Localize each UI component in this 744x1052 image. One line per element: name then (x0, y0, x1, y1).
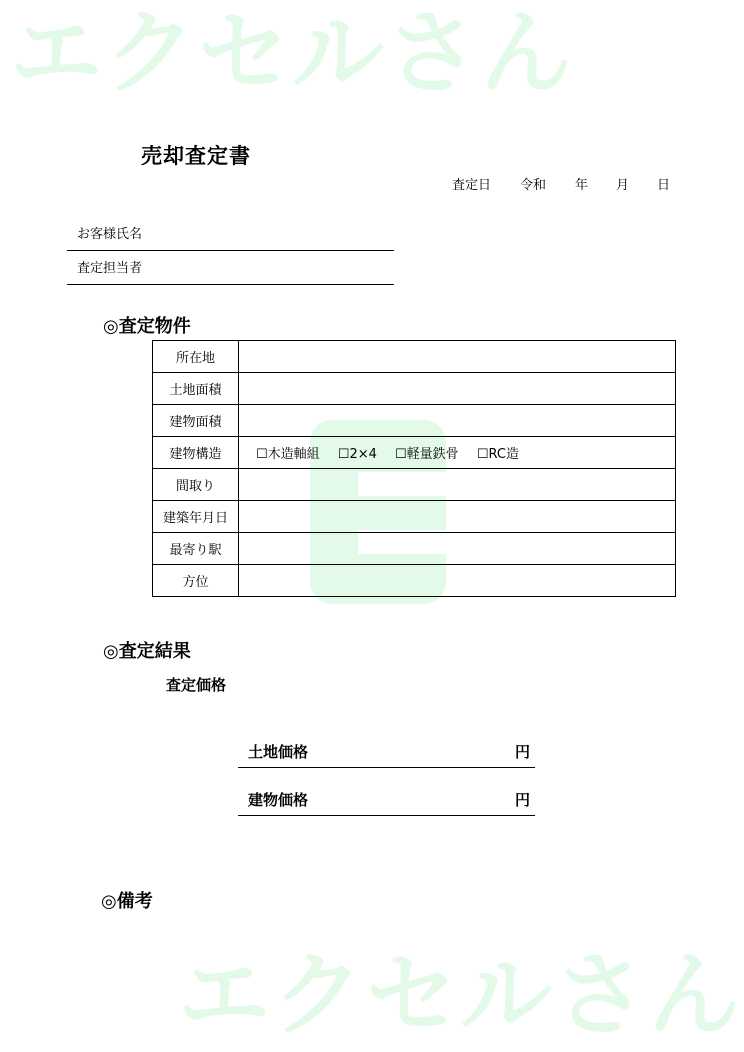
build-date-value[interactable] (239, 501, 676, 533)
notes-section-heading: ◎備考 (101, 891, 153, 912)
orientation-label: 方位 (153, 565, 239, 597)
appraisal-date-row (452, 174, 677, 193)
floor-plan-label: 間取り (153, 469, 239, 501)
orientation-value[interactable] (239, 565, 676, 597)
table-row (153, 373, 676, 405)
date-day: 日 (657, 178, 671, 193)
appraisal-price-heading: 査定価格 (166, 676, 227, 694)
table-row (153, 341, 676, 373)
result-section-heading: ◎査定結果 (103, 641, 191, 662)
build-date-label: 建築年月日 (153, 501, 239, 533)
building-structure-options (239, 437, 676, 469)
structure-option-light-steel-checkbox[interactable]: ☐軽量鉄骨 (395, 447, 459, 462)
date-year: 年 (575, 178, 589, 193)
address-value[interactable] (239, 341, 676, 373)
date-label: 査定日 (452, 178, 492, 193)
customer-name-field[interactable] (67, 218, 394, 251)
structure-option-wood-checkbox[interactable]: ☐木造軸組 (256, 447, 320, 462)
building-price-unit: 円 (514, 791, 530, 809)
date-era: 令和 (520, 178, 547, 193)
page-title: 売却査定書 (141, 144, 251, 168)
appraiser-name-field[interactable] (67, 252, 394, 285)
floor-plan-value[interactable] (239, 469, 676, 501)
property-section-heading: ◎査定物件 (103, 316, 191, 337)
building-price-label: 建物価格 (248, 791, 309, 809)
table-row (153, 469, 676, 501)
table-row (153, 405, 676, 437)
land-price-unit: 円 (514, 743, 530, 761)
land-area-value[interactable] (239, 373, 676, 405)
table-row (153, 533, 676, 565)
structure-option-2x4-checkbox[interactable]: ☐2×4 (337, 447, 377, 462)
land-price-label: 土地価格 (248, 743, 309, 761)
building-area-value[interactable] (239, 405, 676, 437)
nearest-station-value[interactable] (239, 533, 676, 565)
address-label: 所在地 (153, 341, 239, 373)
property-table (152, 340, 676, 597)
watermark-text-bottom: エクセルさん (178, 942, 743, 1049)
nearest-station-label: 最寄り駅 (153, 533, 239, 565)
building-price-field[interactable] (238, 786, 535, 816)
customer-name-label: お客様氏名 (77, 227, 143, 242)
land-area-label: 土地面積 (153, 373, 239, 405)
date-month: 月 (616, 178, 630, 193)
building-structure-label: 建物構造 (153, 437, 239, 469)
building-area-label: 建物面積 (153, 405, 239, 437)
table-row (153, 501, 676, 533)
table-row (153, 437, 676, 469)
watermark-text-top: エクセルさん (10, 0, 575, 107)
appraiser-name-label: 査定担当者 (77, 261, 143, 276)
table-row (153, 565, 676, 597)
structure-option-rc-checkbox[interactable]: ☐RC造 (476, 447, 519, 462)
land-price-field[interactable] (238, 738, 535, 768)
